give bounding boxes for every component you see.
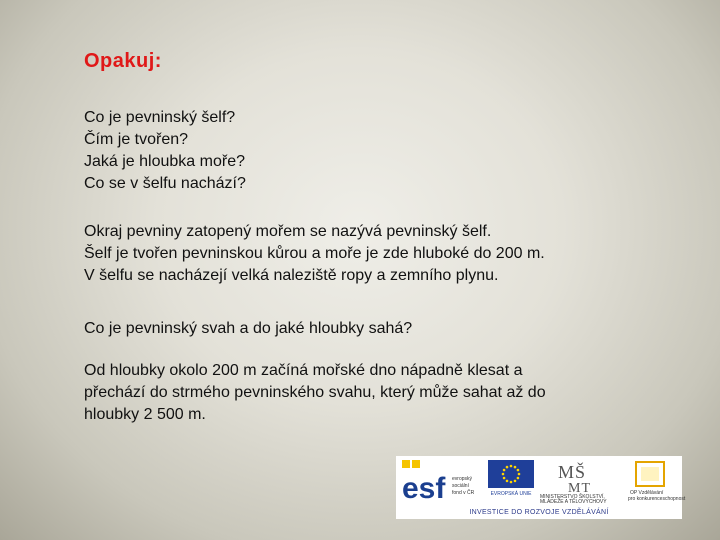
- eu-star: [514, 480, 517, 483]
- question-line: Co je pevninský šelf?: [84, 109, 236, 126]
- msmt-text-line: MLÁDEŽE A TĚLOVÝCHOVY: [540, 499, 607, 505]
- funding-logos-banner: [396, 456, 686, 519]
- eu-star: [514, 466, 517, 469]
- question-line: Jaká je hloubka moře?: [84, 153, 245, 170]
- answer-line: hloubky 2 500 m.: [84, 406, 206, 423]
- questions-list: [84, 107, 246, 195]
- slide-title: Opakuj:: [84, 50, 162, 72]
- op-text-line: OP Vzdělávání: [630, 490, 664, 496]
- eu-star: [517, 469, 520, 472]
- esf-text-line: sociální: [452, 483, 469, 489]
- svg-text:MŠ: MŠ: [558, 462, 587, 482]
- question-line: Co se v šelfu nachází?: [84, 175, 246, 192]
- banner-caption: INVESTICE DO ROZVOJE VZDĚLÁVÁNÍ: [469, 509, 609, 516]
- answer-line: Okraj pevniny zatopený mořem se nazývá pevninský šelf.: [84, 223, 492, 240]
- esf-text-line: evropský: [452, 476, 473, 482]
- eu-flag-logo: [486, 460, 536, 496]
- answer-line: přechází do strmého pevninského svahu, který může sahat až do: [84, 384, 546, 401]
- eu-star: [502, 473, 505, 476]
- eu-star: [503, 469, 506, 472]
- eu-star: [506, 466, 509, 469]
- esf-logo: [402, 460, 480, 504]
- answer-2: [84, 360, 546, 426]
- msmt-logo: [538, 458, 618, 504]
- eu-star: [503, 477, 506, 480]
- answer-line: Šelf je tvořen pevninskou kůrou a moře je zde hluboké do 200 m.: [84, 245, 545, 262]
- msmt-text-line: MINISTERSTVO ŠKOLSTVÍ,: [540, 494, 605, 500]
- answer-line: Od hloubky okolo 200 m začíná mořské dno nápadně klesat a: [84, 362, 523, 379]
- answer-line: V šelfu se nacházejí velká naleziště ropy a zemního plynu.: [84, 267, 499, 284]
- svg-text:esf: esf: [402, 472, 446, 505]
- eu-star: [510, 465, 513, 468]
- svg-text:MT: MT: [568, 481, 591, 496]
- eu-star: [510, 481, 513, 484]
- eu-text: EVROPSKÁ UNIE: [490, 491, 532, 497]
- eu-star: [506, 480, 509, 483]
- op-vk-logo: [626, 460, 686, 504]
- question-2: Co je pevninský svah a do jaké hloubky sahá?: [84, 320, 413, 337]
- op-text-line: pro konkurenceschopnost: [628, 496, 686, 502]
- eu-star: [518, 473, 521, 476]
- esf-text-line: fond v ČR: [452, 490, 475, 496]
- answers-list: [84, 221, 545, 287]
- eu-star: [517, 477, 520, 480]
- question-line: Čím je tvořen?: [84, 131, 189, 148]
